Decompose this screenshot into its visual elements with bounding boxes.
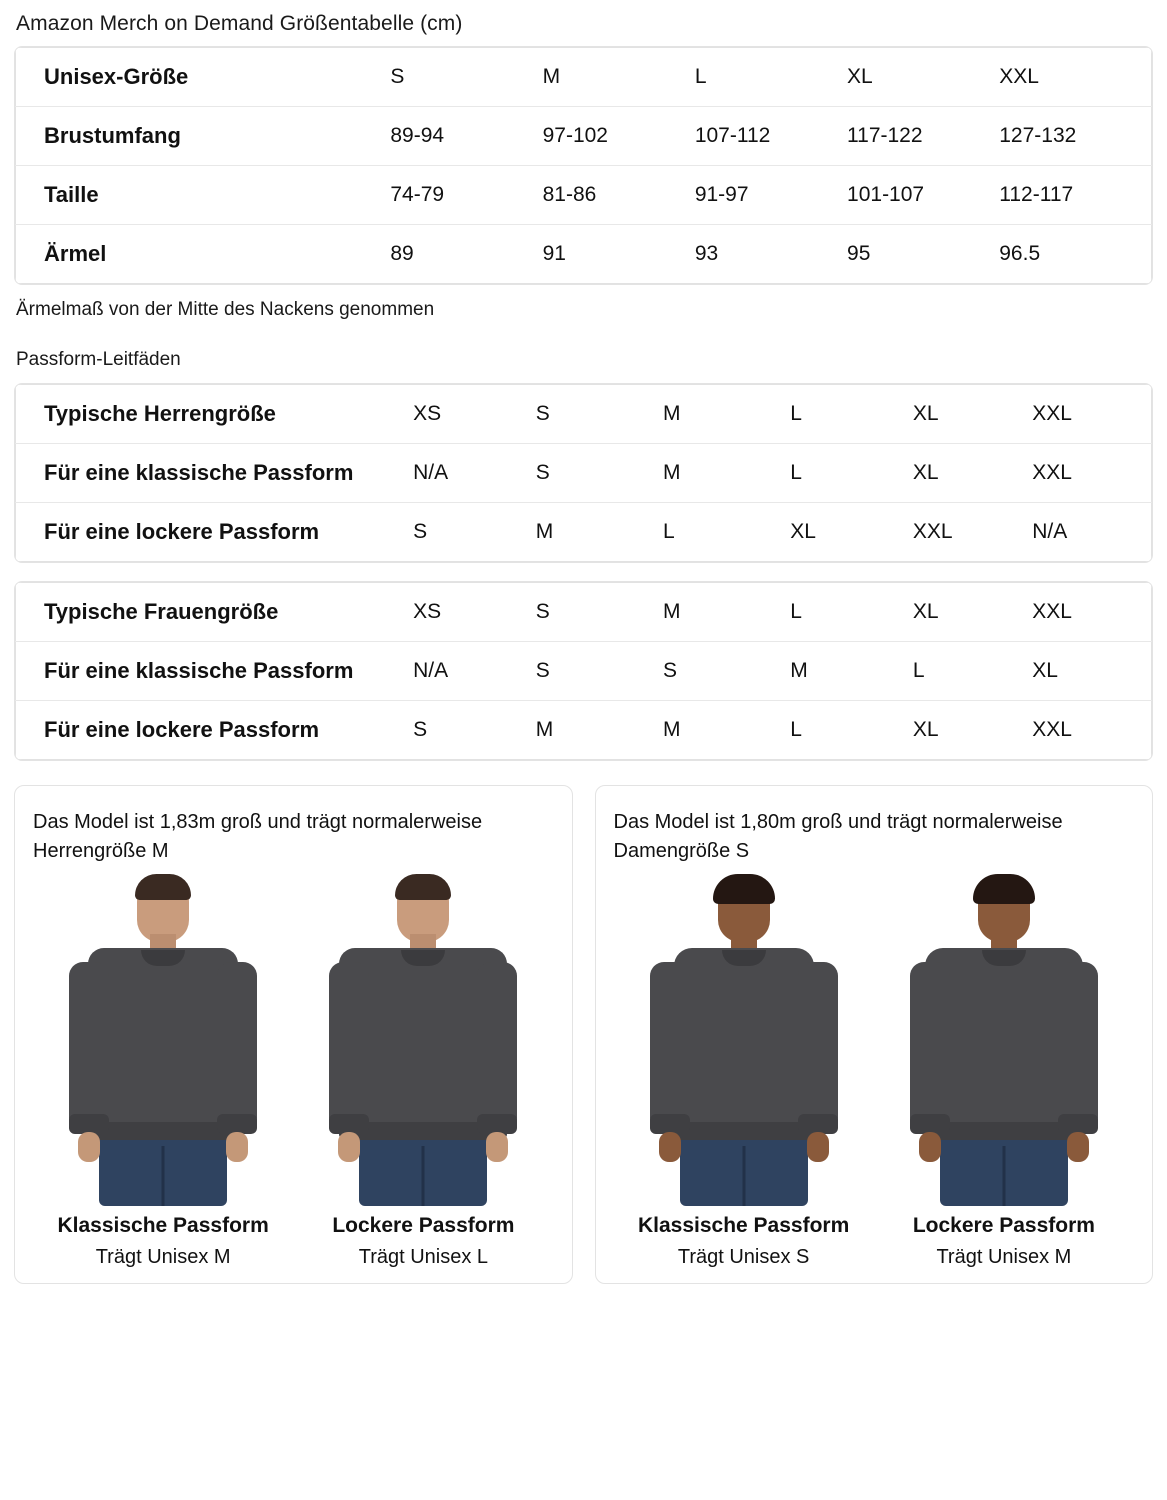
right-cuff: [1058, 1114, 1098, 1134]
hem-band: [674, 1122, 814, 1140]
right-sleeve: [217, 962, 257, 1132]
right-hand: [807, 1132, 829, 1162]
cell: XXL: [912, 520, 953, 543]
cell: L: [913, 642, 1032, 701]
cell: 127-132: [999, 107, 1151, 166]
left-cuff: [650, 1114, 690, 1134]
cell: XXL: [999, 48, 1151, 107]
row-label: Unisex-Größe: [16, 48, 391, 107]
cell: M: [535, 520, 554, 543]
hair-shape: [135, 874, 191, 900]
cell: XL: [913, 583, 1032, 642]
table-row: [16, 444, 1152, 503]
left-sleeve: [329, 962, 369, 1132]
model-pair: [614, 872, 1135, 1269]
womens-model-card: [595, 785, 1154, 1284]
table-row: [16, 583, 1152, 642]
cell: M: [543, 48, 695, 107]
cell: XL: [912, 718, 939, 741]
cell: XL: [847, 48, 999, 107]
table-row: [16, 503, 1152, 562]
jeans-shape: [99, 1138, 227, 1206]
cell: M: [663, 385, 790, 444]
table-row: [16, 642, 1152, 701]
hair-shape: [713, 874, 775, 904]
cell: L: [790, 718, 802, 741]
male-model-loose-image: [323, 876, 523, 1206]
right-sleeve: [798, 962, 838, 1132]
right-hand: [486, 1132, 508, 1162]
size-table-container: [14, 46, 1153, 285]
cell: N/A: [413, 642, 536, 701]
cell: XL: [913, 444, 1032, 503]
cell: S: [536, 385, 663, 444]
cell: S: [536, 583, 663, 642]
cell: S: [413, 520, 428, 543]
left-hand: [338, 1132, 360, 1162]
row-label: Typische Frauengröße: [16, 583, 414, 642]
right-cuff: [217, 1114, 257, 1134]
left-hand: [919, 1132, 941, 1162]
cell: M: [663, 583, 790, 642]
sleeve-measurement-note: Ärmelmaß von der Mitte des Nackens genommen: [16, 299, 435, 320]
jeans-shape: [940, 1138, 1068, 1206]
row-label: Typische Herrengröße: [16, 385, 414, 444]
row-label: Ärmel: [44, 241, 107, 266]
sweatshirt-body: [88, 948, 238, 1138]
cell: N/A: [413, 444, 536, 503]
hem-band: [88, 1122, 238, 1140]
mens-model-card: [14, 785, 573, 1284]
cell: 97-102: [543, 107, 695, 166]
row-label: Für eine lockere Passform: [44, 519, 320, 544]
left-sleeve: [650, 962, 690, 1132]
model-classic-fit: [614, 872, 874, 1269]
cell: XS: [413, 583, 536, 642]
cell: XS: [413, 385, 536, 444]
cell: 101-107: [847, 166, 999, 225]
cell: S: [536, 642, 663, 701]
right-cuff: [477, 1114, 517, 1134]
mens-fit-table-container: [14, 383, 1153, 563]
cell: M: [663, 444, 790, 503]
row-label: Für eine klassische Passform: [16, 642, 414, 701]
left-sleeve: [910, 962, 950, 1132]
cell: 96.5: [999, 242, 1041, 265]
cell: 89: [390, 242, 414, 265]
row-label: Brustumfang: [16, 107, 391, 166]
fit-wears: Trägt Unisex L: [358, 1246, 489, 1268]
left-cuff: [910, 1114, 950, 1134]
cell: 91: [542, 242, 566, 265]
cell: 95: [847, 242, 871, 265]
cell: 117-122: [847, 107, 999, 166]
womens-fit-table: [15, 582, 1152, 760]
table-row: [16, 385, 1152, 444]
fit-wears: Trägt Unisex M: [95, 1246, 231, 1268]
model-loose-fit: [293, 872, 553, 1269]
fit-name: Klassische Passform: [637, 1214, 850, 1237]
right-hand: [1067, 1132, 1089, 1162]
cell: M: [535, 718, 554, 741]
left-cuff: [69, 1114, 109, 1134]
womens-fit-table-container: [14, 581, 1153, 761]
fit-name: Lockere Passform: [332, 1214, 515, 1237]
cell: XL: [1032, 642, 1151, 701]
cell: 74-79: [390, 166, 542, 225]
left-cuff: [329, 1114, 369, 1134]
cell: S: [663, 642, 790, 701]
female-model-loose-image: [904, 876, 1104, 1206]
female-model-classic-image: [644, 876, 844, 1206]
right-sleeve: [1058, 962, 1098, 1132]
male-model-classic-image: [63, 876, 263, 1206]
cell: 93: [694, 242, 719, 265]
row-label: Taille: [16, 166, 391, 225]
page-title: Amazon Merch on Demand Größentabelle (cm): [16, 12, 463, 35]
cell: XXL: [1032, 718, 1072, 741]
left-hand: [659, 1132, 681, 1162]
fit-name: Klassische Passform: [57, 1214, 269, 1237]
size-table: [15, 47, 1152, 284]
jeans-shape: [359, 1138, 487, 1206]
hair-shape: [395, 874, 451, 900]
cell: 81-86: [543, 166, 695, 225]
table-row: [16, 225, 1152, 284]
table-row: [16, 48, 1152, 107]
fit-guides-heading: Passform-Leitfäden: [16, 349, 181, 370]
cell: 107-112: [695, 107, 847, 166]
table-spacer: [14, 563, 1153, 581]
model-caption: Das Model ist 1,80m groß und trägt normalerweise Damengröße S: [613, 811, 1063, 862]
cell: L: [790, 583, 913, 642]
cell: XL: [790, 520, 816, 543]
cell: 91-97: [695, 166, 847, 225]
left-sleeve: [69, 962, 109, 1132]
cell: M: [663, 718, 681, 741]
cell: S: [390, 48, 542, 107]
cell: 112-117: [999, 166, 1151, 225]
model-loose-fit: [874, 872, 1134, 1269]
fit-wears: Trägt Unisex S: [677, 1246, 810, 1268]
left-hand: [78, 1132, 100, 1162]
table-row: [16, 166, 1152, 225]
hair-shape: [973, 874, 1035, 904]
cell: L: [695, 48, 847, 107]
model-cards-row: [14, 785, 1153, 1284]
model-caption: Das Model ist 1,83m groß und trägt normalerweise Herrengröße M: [33, 811, 483, 862]
cell: N/A: [1032, 520, 1068, 543]
cell: L: [790, 385, 913, 444]
cell: S: [413, 718, 428, 741]
table-row: [16, 701, 1152, 760]
cell: XL: [913, 385, 1032, 444]
model-pair: [33, 872, 554, 1269]
row-label: Für eine klassische Passform: [16, 444, 414, 503]
right-hand: [226, 1132, 248, 1162]
cell: L: [663, 520, 675, 543]
right-cuff: [798, 1114, 838, 1134]
cell: S: [536, 444, 663, 503]
cell: XXL: [1032, 583, 1151, 642]
right-sleeve: [477, 962, 517, 1132]
cell: L: [790, 444, 913, 503]
table-row: [16, 107, 1152, 166]
fit-name: Lockere Passform: [912, 1214, 1095, 1237]
jeans-shape: [680, 1138, 808, 1206]
cell: XXL: [1032, 444, 1151, 503]
mens-fit-table: [15, 384, 1152, 562]
sweatshirt-body: [674, 948, 814, 1138]
cell: XXL: [1032, 385, 1151, 444]
cell: M: [790, 642, 913, 701]
cell: 89-94: [390, 107, 542, 166]
fit-wears: Trägt Unisex M: [936, 1246, 1072, 1268]
model-classic-fit: [33, 872, 293, 1269]
row-label: Für eine lockere Passform: [44, 717, 320, 742]
